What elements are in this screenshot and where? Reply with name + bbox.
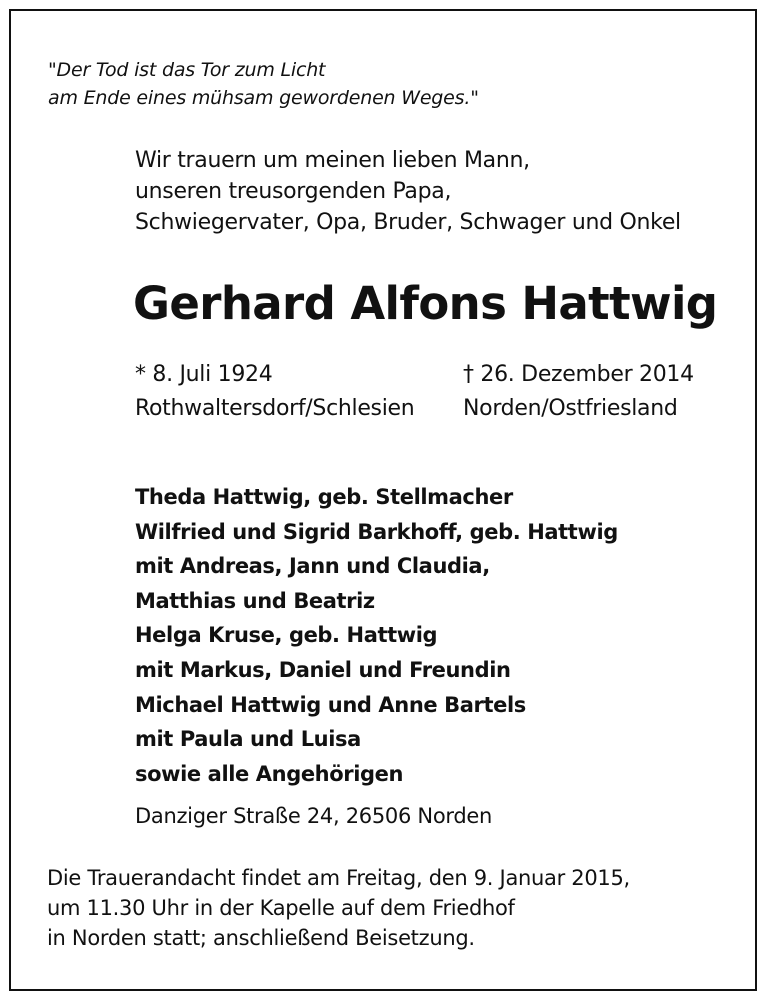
mourner-line: mit Markus, Daniel und Freundin: [135, 657, 511, 682]
intro-line: Schwiegervater, Opa, Bruder, Schwager und Onkel: [135, 210, 681, 235]
service-line: Die Trauerandacht findet am Freitag, den 9. Januar 2015,: [47, 866, 630, 890]
motto-line: "Der Tod ist das Tor zum Licht: [48, 59, 326, 81]
mourner-line: Helga Kruse, geb. Hattwig: [135, 623, 438, 648]
death-info: [463, 358, 694, 426]
service-line: in Norden statt; anschließend Beisetzung.: [47, 926, 475, 950]
intro-line: Wir trauern um meinen lieben Mann,: [135, 148, 530, 173]
motto-line: am Ende eines mühsam gewordenen Weges.": [48, 87, 479, 109]
birth-info: [135, 358, 414, 426]
death-place: Norden/Ostfriesland: [463, 396, 678, 421]
service-line: um 11.30 Uhr in der Kapelle auf dem Friedhof: [47, 896, 515, 920]
mourner-line: mit Paula und Luisa: [135, 727, 361, 752]
death-date: † 26. Dezember 2014: [463, 362, 694, 387]
birth-place: Rothwaltersdorf/Schlesien: [135, 396, 415, 421]
birth-date: * 8. Juli 1924: [135, 362, 273, 387]
mourner-line: Matthias und Beatriz: [135, 588, 375, 613]
motto-quote: [48, 56, 479, 112]
mourner-line: mit Andreas, Jann und Claudia,: [135, 554, 490, 579]
mourners-list: [135, 480, 618, 791]
mourning-intro: [135, 145, 681, 238]
service-announcement: [47, 863, 630, 953]
mourner-line: Wilfried und Sigrid Barkhoff, geb. Hattwig: [135, 519, 618, 544]
mourner-line: Theda Hattwig, geb. Stellmacher: [135, 485, 513, 509]
deceased-name: Gerhard Alfons Hattwig: [133, 277, 718, 330]
mourner-line: sowie alle Angehörigen: [135, 761, 404, 786]
intro-line: unseren treusorgenden Papa,: [135, 179, 452, 204]
family-address: Danziger Straße 24, 26506 Norden: [135, 804, 492, 828]
mourner-line: Michael Hattwig und Anne Bartels: [135, 692, 526, 717]
